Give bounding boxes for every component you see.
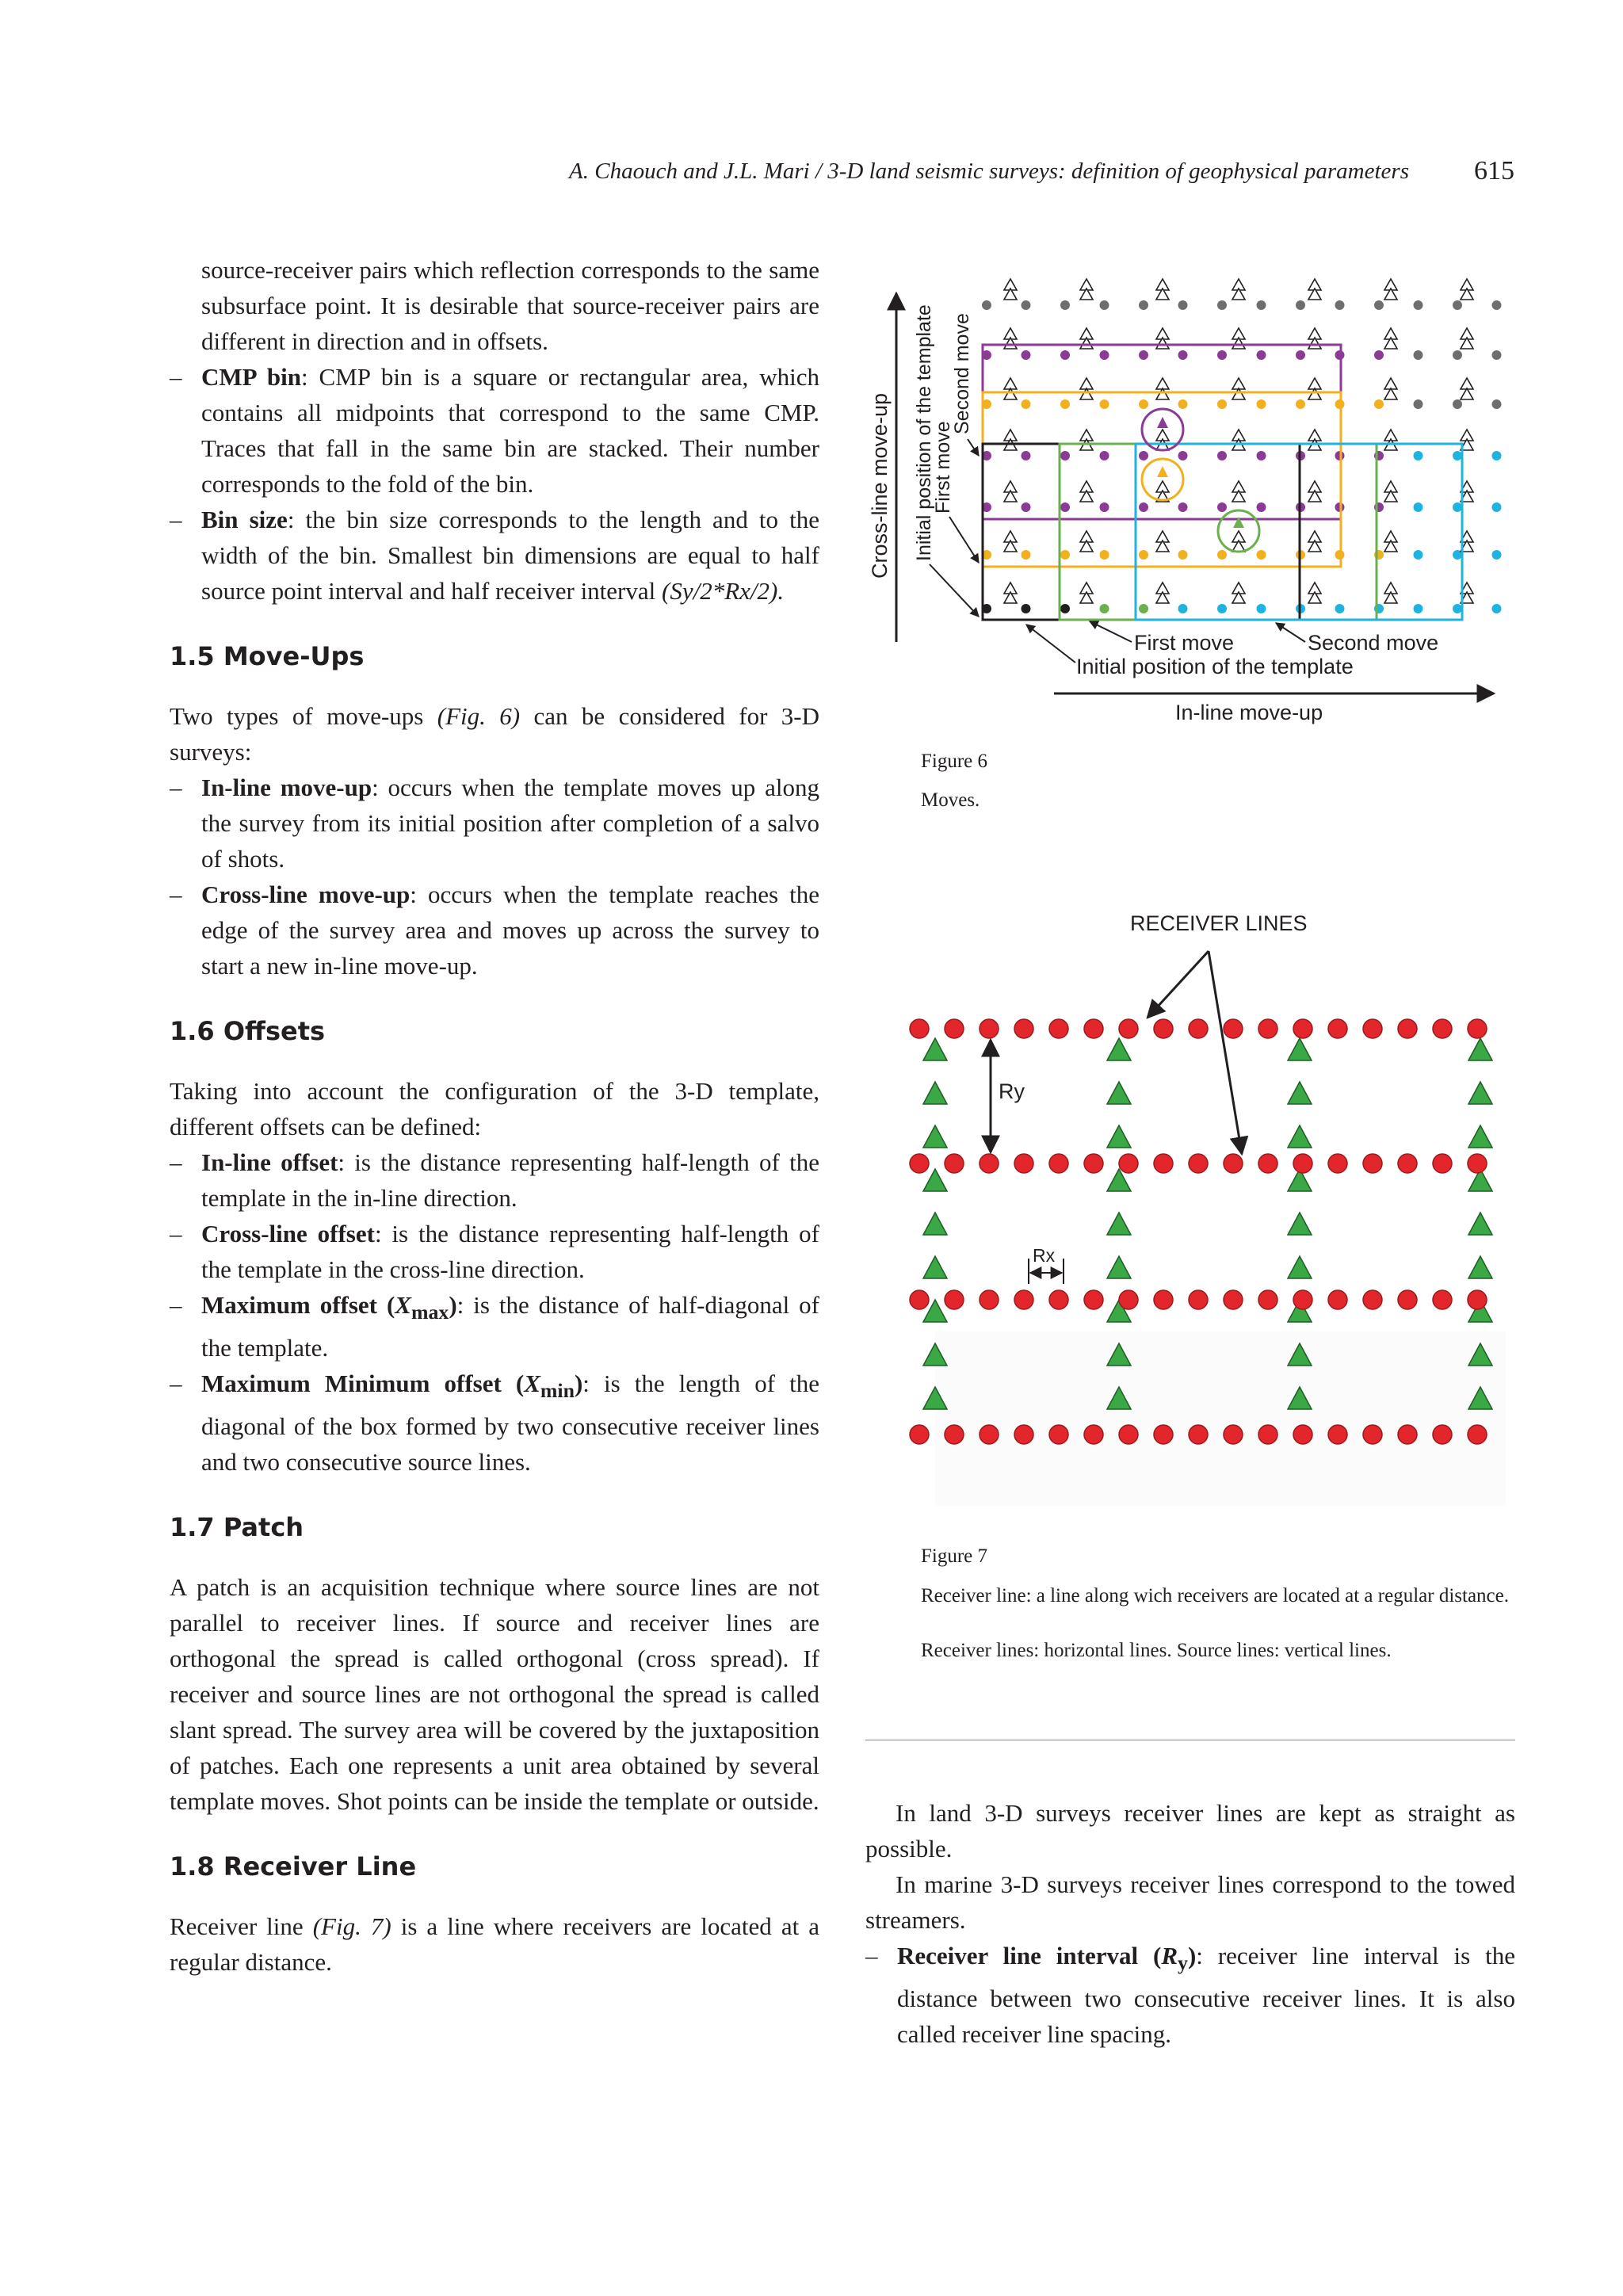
source-triangle xyxy=(1288,1256,1312,1278)
source-triangle xyxy=(1468,1038,1492,1060)
source-triangle xyxy=(1107,1256,1131,1278)
paragraph-marine-surveys: In marine 3-D surveys receiver lines correspond to the towed streamers. xyxy=(865,1870,1515,1934)
receiver-dot xyxy=(1257,502,1266,512)
source-triangle xyxy=(1107,1213,1131,1235)
pointer-receiver-line-2 xyxy=(1209,951,1242,1154)
receiver-dot xyxy=(1100,451,1109,460)
receiver-dot xyxy=(1060,300,1070,310)
receiver-dot xyxy=(1189,1290,1208,1309)
receiver-dot xyxy=(980,1290,999,1309)
receiver-dot xyxy=(1335,604,1345,613)
term-max-min-offset-label: Maximum Minimum offset ( xyxy=(201,1370,525,1398)
paren-close: ) xyxy=(1187,1942,1197,1969)
receiver-dot xyxy=(1049,1019,1068,1038)
receiver-dot xyxy=(1328,1154,1347,1173)
receiver-dot xyxy=(1049,1290,1068,1309)
receiver-dot xyxy=(1084,1290,1103,1309)
receiver-dot xyxy=(1363,1154,1382,1173)
receiver-dot xyxy=(1217,604,1227,613)
source-triangle xyxy=(1107,1038,1131,1060)
source-triangle xyxy=(1384,388,1397,399)
pointer-first-move xyxy=(1090,621,1132,642)
term-maximum-offset-label: Maximum offset ( xyxy=(201,1291,395,1319)
item-bin-size xyxy=(170,502,819,609)
source-triangle xyxy=(923,1213,947,1235)
term-max-min-offset xyxy=(201,1370,583,1403)
source-triangle xyxy=(1461,388,1473,399)
receiver-dot xyxy=(1492,350,1502,360)
figure-7-receiver-lines-diagram xyxy=(903,904,1506,1538)
receiver-dot xyxy=(1414,300,1423,310)
symbol-x: X xyxy=(524,1370,540,1398)
source-triangle xyxy=(1004,388,1017,399)
item-inline-moveup xyxy=(170,770,819,877)
receiver-dot xyxy=(1100,399,1109,409)
source-triangle xyxy=(923,1256,947,1278)
receiver-dot xyxy=(1258,1290,1277,1309)
ry-label: Ry xyxy=(999,1079,1025,1103)
receiver-dot xyxy=(1154,1019,1173,1038)
def-bin-size: : the bin size corresponds to the length and to the width of the bin. Smallest bin dimensions are equal to half source point interval and half receiver interval xyxy=(201,506,819,605)
receiver-dot xyxy=(982,300,991,310)
receiver-dot xyxy=(1139,300,1148,310)
receiver-dot xyxy=(1414,399,1423,409)
label-first-move: First move xyxy=(1134,631,1235,655)
receiver-dot xyxy=(1293,1290,1312,1309)
receiver-dot xyxy=(1014,1019,1033,1038)
receiver-dot xyxy=(1178,300,1188,310)
receiver-dot xyxy=(1217,502,1227,512)
receiver-dot xyxy=(1296,399,1305,409)
page-number: 615 xyxy=(1474,156,1514,185)
receiver-dot xyxy=(1492,451,1502,460)
receiver-dot xyxy=(1328,1019,1347,1038)
running-header xyxy=(0,156,1623,190)
receiver-dot xyxy=(1224,1290,1243,1309)
def-crossline-moveup: : occurs when the template reaches the edge of the survey area and moves up across the survey to start a new in-line move-up. xyxy=(201,881,819,980)
receiver-dot xyxy=(1414,550,1423,560)
source-triangle xyxy=(1308,388,1321,399)
fig6-caption-text: Moves. xyxy=(921,789,980,811)
term-receiver-line-interval-label: Receiver line interval ( xyxy=(897,1942,1162,1969)
receiver-dot xyxy=(1139,350,1148,360)
receiver-dot xyxy=(1022,399,1031,409)
source-triangle xyxy=(1468,1213,1492,1235)
receiver-dot xyxy=(1217,399,1227,409)
source-triangle xyxy=(923,1169,947,1191)
receiver-dot xyxy=(910,1019,929,1038)
receiver-dot xyxy=(1328,1425,1347,1444)
paragraph-land-surveys: In land 3-D surveys receiver lines are kept as straight as possible. xyxy=(865,1799,1515,1862)
item-receiver-line-interval xyxy=(865,1938,1515,2052)
right-column xyxy=(865,1795,1515,2052)
source-triangle xyxy=(1156,388,1169,399)
receiver-dot xyxy=(1374,350,1384,360)
receiver-dot xyxy=(1154,1290,1173,1309)
subscript-min: min xyxy=(540,1379,575,1403)
receiver-dot xyxy=(1296,300,1305,310)
def-inline-moveup: : occurs when the template moves up along the survey from its initial position after completion of a salvo of shots. xyxy=(201,774,819,873)
receiver-dot xyxy=(1492,604,1502,613)
label-crossline-moveup: Cross-line move-up xyxy=(868,392,892,579)
receiver-dot xyxy=(910,1154,929,1173)
term-bin-size: Bin size xyxy=(201,506,288,533)
item-maximum-offset xyxy=(170,1287,819,1366)
fig6-source-triangles xyxy=(1004,279,1473,603)
receiver-dot xyxy=(1398,1154,1417,1173)
receiver-dot xyxy=(1296,350,1305,360)
def-receiver-line-interval: : receiver line interval is the distance between two consecutive receiver lines. It is also called receiver line spacing. xyxy=(897,1942,1516,2049)
source-triangle xyxy=(1468,1256,1492,1278)
subscript-y: y xyxy=(1178,1951,1188,1975)
receiver-dot xyxy=(1060,399,1070,409)
heading-move-ups: 1.5 Move-Ups xyxy=(170,641,365,671)
receiver-dot xyxy=(980,1019,999,1038)
receiver-line-text-a: Receiver line xyxy=(170,1912,313,1941)
receiver-dot xyxy=(1453,399,1462,409)
receiver-dot xyxy=(1492,550,1502,560)
receiver-dot xyxy=(1049,1154,1068,1173)
receiver-dot xyxy=(1060,550,1070,560)
receiver-dot xyxy=(1217,550,1227,560)
receiver-dot xyxy=(945,1425,964,1444)
term-crossline-moveup: Cross-line move-up xyxy=(201,881,411,908)
receiver-dot xyxy=(1453,502,1462,512)
receiver-dot xyxy=(1257,350,1266,360)
source-triangle xyxy=(1288,1038,1312,1060)
source-triangle xyxy=(1288,1213,1312,1235)
receiver-dot xyxy=(1453,451,1462,460)
receiver-dot xyxy=(1022,300,1031,310)
receiver-dot xyxy=(1258,1154,1277,1173)
receiver-dot xyxy=(1257,550,1266,560)
receiver-dot xyxy=(1139,399,1148,409)
receiver-dot xyxy=(1414,604,1423,613)
receiver-dot xyxy=(1178,502,1188,512)
source-triangle xyxy=(1080,388,1093,399)
move-ups-intro-b: can be considered for 3-D surveys: xyxy=(170,702,819,766)
receiver-line-text-b: is a line where receivers are located at a regular distance. xyxy=(170,1912,819,1977)
fig7-caption-line1: Receiver line: a line along wich receivers are located at a regular distance. xyxy=(921,1585,1509,1606)
symbol-r: R xyxy=(1161,1942,1178,1969)
receiver-dot xyxy=(980,1425,999,1444)
receiver-dot xyxy=(1119,1019,1138,1038)
paragraph-offsets: Taking into account the configuration of the 3-D template, different offsets can be defined: xyxy=(170,1077,819,1140)
receiver-dot xyxy=(1363,1290,1382,1309)
receiver-dot xyxy=(1084,1154,1103,1173)
fig7-caption-title: Figure 7 xyxy=(921,1545,988,1567)
receiver-dot xyxy=(1060,350,1070,360)
heading-patch: 1.7 Patch xyxy=(170,1512,304,1543)
fig7-title: RECEIVER LINES xyxy=(1130,911,1308,935)
paren-close: ) xyxy=(574,1370,583,1398)
bullet-dash: – xyxy=(865,1942,878,1969)
receiver-dot xyxy=(1433,1154,1452,1173)
receiver-dot xyxy=(1414,350,1423,360)
receiver-dot xyxy=(1100,550,1109,560)
label-inline-moveup: In-line move-up xyxy=(1175,701,1323,724)
bullet-dash: – xyxy=(170,774,182,801)
receiver-dot xyxy=(1178,350,1188,360)
receiver-dot xyxy=(1084,1425,1103,1444)
receiver-dot xyxy=(1468,1019,1487,1038)
bin-size-formula: (Sy/2*Rx/2). xyxy=(662,577,785,605)
receiver-dot xyxy=(1014,1425,1033,1444)
item-inline-offset xyxy=(170,1144,819,1216)
receiver-dot xyxy=(1468,1290,1487,1309)
receiver-dot xyxy=(1398,1290,1417,1309)
item-crossline-moveup xyxy=(170,877,819,984)
left-column xyxy=(170,252,819,1980)
paragraph-receiver-line xyxy=(170,1908,819,1980)
running-title: A. Chaouch and J.L. Mari / 3-D land seismic surveys: definition of geophysical parameters xyxy=(569,159,1409,184)
receiver-dot xyxy=(1139,502,1148,512)
receiver-dot xyxy=(1100,350,1109,360)
receiver-dot xyxy=(1492,300,1502,310)
receiver-dot xyxy=(1084,1019,1103,1038)
receiver-dot xyxy=(1414,451,1423,460)
receiver-dot xyxy=(1014,1290,1033,1309)
label-initial-position: Initial position of the template xyxy=(1076,655,1354,678)
receiver-dot xyxy=(980,1154,999,1173)
pointer-receiver-line-1 xyxy=(1148,951,1209,1018)
bullet-dash: – xyxy=(170,1220,182,1247)
label-second-move-vertical: Second move xyxy=(951,313,973,434)
paren-close: ) xyxy=(449,1291,457,1319)
receiver-dot xyxy=(1217,350,1227,360)
receiver-dot xyxy=(1293,1425,1312,1444)
term-inline-offset: In-line offset xyxy=(201,1148,338,1176)
label-initial-position-vertical: Initial position of the template xyxy=(913,304,935,561)
heading-offsets: 1.6 Offsets xyxy=(170,1016,326,1046)
move-ups-intro-a: Two types of move-ups xyxy=(170,702,437,730)
receiver-dot xyxy=(1453,604,1462,613)
receiver-dot xyxy=(1257,604,1266,613)
bullet-dash: – xyxy=(170,1370,182,1398)
def-maximum-offset: : is the distance of half-diagonal of the template. xyxy=(201,1291,819,1362)
receiver-dot xyxy=(1217,300,1227,310)
source-triangle xyxy=(1107,1082,1131,1104)
receiver-dot xyxy=(1293,1154,1312,1173)
receiver-dot xyxy=(910,1290,929,1309)
receiver-dot xyxy=(1374,300,1384,310)
receiver-dot xyxy=(1119,1425,1138,1444)
fig7-caption-line2: Receiver lines: horizontal lines. Source lines: vertical lines. xyxy=(921,1640,1392,1661)
receiver-dot xyxy=(1258,1425,1277,1444)
receiver-dot xyxy=(1022,604,1031,613)
paragraph-intro: source-receiver pairs which reflection corresponds to the same subsurface point. It is desirable that source-receiver pairs are different in direction and in offsets. xyxy=(201,256,819,355)
term-cmp-bin: CMP bin xyxy=(201,363,301,391)
receiver-dot xyxy=(1468,1154,1487,1173)
def-inline-offset: : is the distance representing half-length of the template in the in-line direction. xyxy=(201,1148,819,1212)
receiver-dot xyxy=(1189,1019,1208,1038)
item-crossline-offset xyxy=(170,1216,819,1287)
receiver-dot xyxy=(1433,1019,1452,1038)
label-second-move: Second move xyxy=(1308,631,1439,655)
receiver-dot xyxy=(1178,451,1188,460)
receiver-dot xyxy=(1433,1290,1452,1309)
receiver-dot xyxy=(1433,1425,1452,1444)
source-triangle xyxy=(1468,1082,1492,1104)
receiver-dot xyxy=(1100,300,1109,310)
receiver-dot xyxy=(1414,502,1423,512)
bullet-dash: – xyxy=(170,506,182,533)
receiver-dot xyxy=(945,1290,964,1309)
receiver-dot xyxy=(1014,1154,1033,1173)
term-maximum-offset xyxy=(201,1291,457,1324)
receiver-dot xyxy=(1492,502,1502,512)
receiver-dot xyxy=(945,1154,964,1173)
receiver-dot xyxy=(1022,451,1031,460)
pointer-first-move-v xyxy=(949,517,979,563)
receiver-dot xyxy=(1453,300,1462,310)
receiver-dot xyxy=(1022,502,1031,512)
bullet-dash: – xyxy=(170,881,182,908)
receiver-dot xyxy=(1139,550,1148,560)
receiver-dot xyxy=(1100,604,1109,613)
receiver-dot xyxy=(1293,1019,1312,1038)
receiver-dot xyxy=(1374,399,1384,409)
term-inline-moveup: In-line move-up xyxy=(201,774,372,801)
receiver-dot xyxy=(1060,604,1070,613)
receiver-dot xyxy=(1178,604,1188,613)
receiver-dot xyxy=(1060,451,1070,460)
source-triangle xyxy=(1468,1125,1492,1148)
pointer-second-move-v xyxy=(968,439,979,456)
receiver-dot xyxy=(1022,350,1031,360)
bullet-dash: – xyxy=(170,1291,182,1319)
highlighted-source-purple xyxy=(1157,417,1168,428)
label-first-move-vertical: First move xyxy=(932,421,954,514)
term-receiver-line-interval xyxy=(897,1942,1197,1975)
item-max-min-offset xyxy=(170,1366,819,1480)
receiver-dot xyxy=(1178,399,1188,409)
receiver-dot xyxy=(1154,1425,1173,1444)
receiver-dot xyxy=(1257,399,1266,409)
paragraph-move-ups xyxy=(170,698,819,770)
receiver-dot xyxy=(1049,1425,1068,1444)
subscript-max: max xyxy=(411,1301,449,1324)
source-triangle xyxy=(1288,1082,1312,1104)
figure-6-moves-diagram xyxy=(868,262,1518,737)
fig6-reference: (Fig. 6) xyxy=(437,702,521,730)
receiver-dot xyxy=(1398,1019,1417,1038)
receiver-dot xyxy=(1060,502,1070,512)
rx-label: Rx xyxy=(1033,1245,1056,1266)
receiver-dot xyxy=(945,1019,964,1038)
receiver-dot xyxy=(1257,451,1266,460)
def-max-min-offset: : is the length of the diagonal of the box formed by two consecutive receiver lines and two consecutive source lines. xyxy=(201,1370,819,1477)
receiver-dot xyxy=(1258,1019,1277,1038)
receiver-dot xyxy=(1100,502,1109,512)
item-cmp-bin xyxy=(170,359,819,502)
bullet-dash: – xyxy=(170,363,182,391)
receiver-dot xyxy=(1189,1425,1208,1444)
source-triangle xyxy=(1288,1125,1312,1148)
bullet-dash: – xyxy=(170,1148,182,1176)
source-triangle xyxy=(923,1082,947,1104)
receiver-dot xyxy=(1189,1154,1208,1173)
pointer-second-move xyxy=(1276,623,1305,642)
pointer-initial xyxy=(1026,625,1075,663)
pointer-initial-v xyxy=(930,564,979,617)
template-rect-initial xyxy=(983,444,1300,620)
receiver-dot xyxy=(1398,1425,1417,1444)
source-triangle xyxy=(1232,388,1245,399)
def-cmp-bin: : CMP bin is a square or rectangular area, which contains all midpoints that correspond to the same CMP. Traces that fall in the same bin are stacked. Their number corresponds to the fold of the bin. xyxy=(201,363,819,498)
heading-receiver-line: 1.8 Receiver Line xyxy=(170,1851,417,1882)
receiver-dot xyxy=(1453,350,1462,360)
receiver-dot xyxy=(1154,1154,1173,1173)
paragraph-patch: A patch is an acquisition technique where source lines are not parallel to receiver lines. If source and receiver lines are orthogonal the spread is called orthogonal (cross spread). If receiver and source lines are not orthogonal the spread is called slant spread. The survey area will be covered by the juxtaposition of patches. Each one represents a unit area obtained by several template moves. Shot points can be inside the template or outside. xyxy=(170,1573,819,1816)
receiver-dot xyxy=(1224,1425,1243,1444)
receiver-dot xyxy=(1022,550,1031,560)
receiver-dot xyxy=(1328,1290,1347,1309)
source-triangle xyxy=(923,1038,947,1060)
receiver-dot xyxy=(1119,1154,1138,1173)
receiver-dot xyxy=(1363,1019,1382,1038)
receiver-dot xyxy=(1217,451,1227,460)
receiver-dot xyxy=(1335,300,1345,310)
receiver-dot xyxy=(1363,1425,1382,1444)
source-triangle xyxy=(1107,1125,1131,1148)
fig7-reference: (Fig. 7) xyxy=(312,1912,391,1941)
receiver-dot xyxy=(1178,550,1188,560)
receiver-dot xyxy=(1119,1290,1138,1309)
receiver-dot xyxy=(1492,399,1502,409)
term-crossline-offset: Cross-line offset xyxy=(201,1220,375,1247)
receiver-dot xyxy=(910,1425,929,1444)
receiver-dot xyxy=(1139,451,1148,460)
receiver-dot xyxy=(1224,1019,1243,1038)
fig7-panel-background xyxy=(935,1331,1506,1506)
highlighted-source-yellow xyxy=(1157,466,1168,477)
receiver-dot xyxy=(1257,300,1266,310)
symbol-x: X xyxy=(395,1291,411,1319)
def-crossline-offset: : is the distance representing half-length of the template in the cross-line direction. xyxy=(201,1220,819,1283)
source-triangle xyxy=(923,1125,947,1148)
receiver-dot xyxy=(1139,604,1148,613)
receiver-dot xyxy=(1224,1154,1243,1173)
receiver-dot xyxy=(1468,1425,1487,1444)
fig6-caption-title: Figure 6 xyxy=(921,751,988,772)
